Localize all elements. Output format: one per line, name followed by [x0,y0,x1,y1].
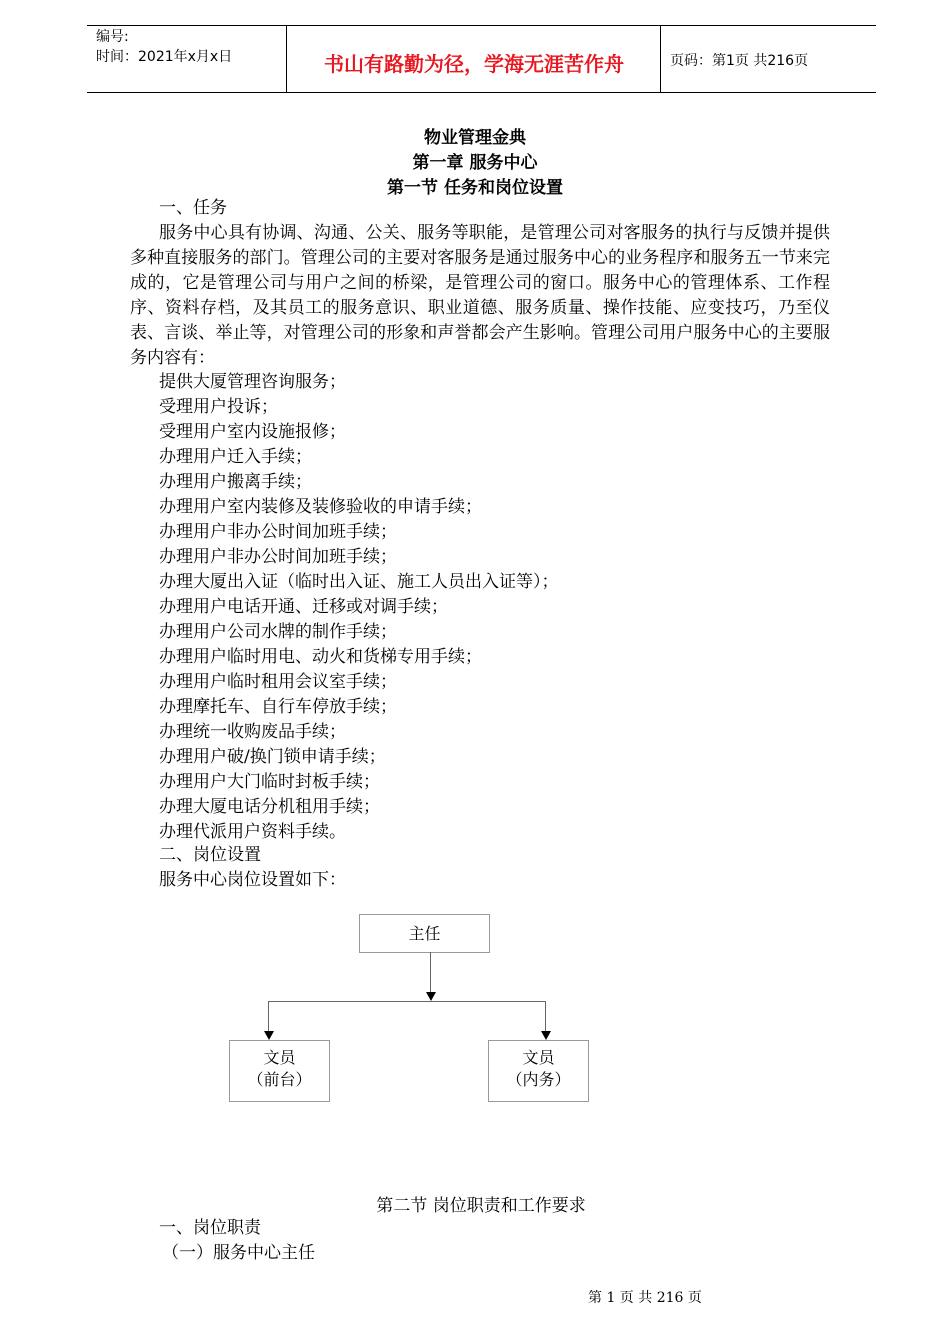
service-list-item: 办理用户非办公时间加班手续； [159,522,397,542]
header-top-rule [87,25,876,26]
duties-heading: 一、岗位职责 [159,1218,261,1238]
header-divider-right [660,26,661,92]
service-list-item: 办理代派用户资料手续。 [159,822,346,842]
service-list-item: 办理统一收购废品手续； [159,722,346,742]
section2-heading: 二、岗位设置 [159,845,261,865]
document-number-label: 编号: [96,29,129,45]
org-director-label: 主任 [408,924,441,943]
service-list-item: 办理用户临时用电、动火和货梯专用手续； [159,647,482,667]
org-box-clerk-internal [488,1040,589,1102]
org-clerk-internal-line1: 文员 [522,1048,555,1067]
service-list-item: 办理用户破/换门锁申请手续； [159,747,386,767]
org-clerk-front-line1: 文员 [263,1048,296,1067]
section1-heading: 一、任务 [159,198,227,218]
service-list-item: 办理摩托车、自行车停放手续； [159,697,397,717]
service-list-item: 办理用户非办公时间加班手续； [159,547,397,567]
page-footer: 第 1 页 共 216 页 [588,1290,702,1306]
org-box-director [359,914,490,953]
org-box-clerk-front [229,1040,330,1102]
service-list-item: 办理用户临时租用会议室手续； [159,672,397,692]
org-arrow-down-center [426,992,436,1001]
intro-paragraph: 服务中心具有协调、沟通、公关、服务等职能，是管理公司对客服务的执行与反馈并提供多种直接服务的部门。管理公司的主要对客服务是通过服务中心的业务程序和服务五一节来完成的，它是管理公司与用户之间的桥梁，是管理公司的窗口。服务中心的管理体系、工作程序、资料存档，及其员工的服务意识、职业道德、服务质量、操作技能、应变技巧，乃至仪表、言谈、举止等，对管理公司的形象和声誉都会产生影响。管理公司用户服务中心的主要服务内容有： [130,223,830,368]
service-list-item: 提供大厦管理咨询服务； [159,372,346,392]
header-motto: 书山有路勤为径，学海无涯苦作舟 [324,52,624,76]
document-time-label: 时间：2021年x月x日 [96,49,233,65]
org-connector-vertical [430,952,431,992]
org-connector-right [545,1001,546,1031]
org-connector-horizontal [268,1001,545,1002]
service-list-item: 办理用户公司水牌的制作手续； [159,622,397,642]
section-title: 第一节 任务和岗位设置 [387,178,563,198]
service-list-item: 办理用户电话开通、迁移或对调手续； [159,597,448,617]
service-list-item: 办理用户室内装修及装修验收的申请手续； [159,497,482,517]
org-clerk-internal-line2: （内务） [506,1070,571,1089]
service-list-item: 办理大厦出入证（临时出入证、施工人员出入证等）； [159,572,559,592]
service-list-item: 办理大厦电话分机租用手续； [159,797,380,817]
header-divider-left [286,26,287,92]
service-list-item: 受理用户投诉； [159,397,278,417]
service-list-item: 办理用户迁入手续； [159,447,312,467]
service-list-item: 办理用户搬离手续； [159,472,312,492]
service-list-item: 办理用户大门临时封板手续； [159,772,380,792]
org-connector-left [268,1001,269,1031]
book-title: 物业管理金典 [424,128,526,148]
service-list-item: 受理用户室内设施报修； [159,422,346,442]
org-intro: 服务中心岗位设置如下： [159,870,346,890]
header-meta [96,27,232,67]
header-page-info: 页码：第1页 共216页 [670,53,809,69]
duties-subheading: （一）服务中心主任 [162,1243,315,1263]
org-clerk-front-line2: （前台） [247,1070,312,1089]
section2-title: 第二节 岗位职责和工作要求 [376,1196,586,1216]
org-arrow-down-right [541,1031,551,1040]
header-bottom-rule [87,92,876,93]
org-arrow-down-left [264,1031,274,1040]
chapter-title: 第一章 服务中心 [412,153,538,173]
